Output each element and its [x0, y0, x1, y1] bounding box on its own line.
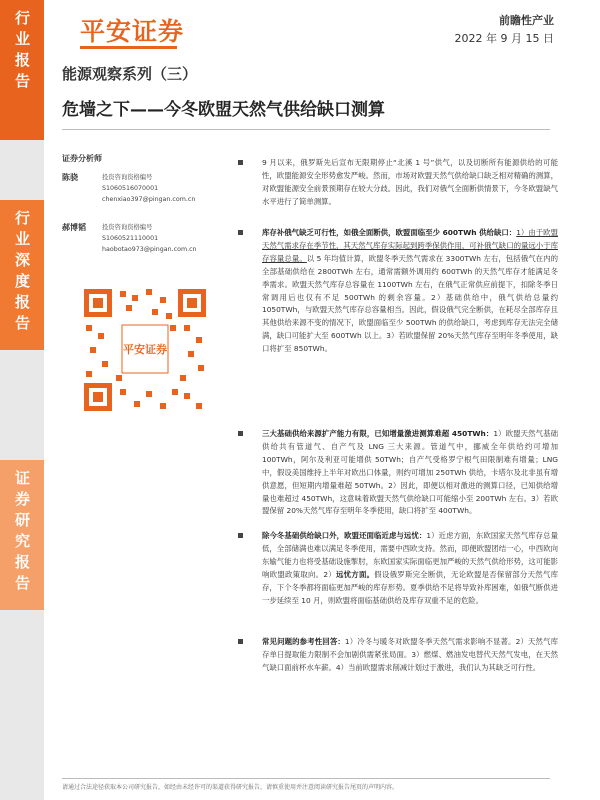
- analyst-email[interactable]: chenxiao397@pingan.com.cn: [102, 196, 196, 203]
- report-title: 危墙之下——今冬欧盟天然气供给缺口测算: [62, 100, 385, 120]
- bullet-body-continued: 假设俄罗斯完全断供，无论欧盟是否保留部分天然气库存，下个冬季都将面临更加严峻的库存形势。夏季供给不足将导致补库困难，如俄气断供进一步延续至 10 月，则欧盟将面临基础供给及库存双重不足的危险。: [262, 569, 558, 605]
- analyst-email[interactable]: haobotao973@pingan.com.cn: [102, 246, 197, 253]
- sidebar-tag-text: 行业深度报告: [13, 210, 31, 336]
- bullet-text: [262, 227, 558, 356]
- series-title: 能源观察系列（三）: [62, 65, 198, 83]
- analysts-heading: 证券分析师: [62, 154, 102, 163]
- qr-code[interactable]: [80, 285, 210, 415]
- analyst-name: 郝博韬: [62, 223, 86, 232]
- bullet-text: [262, 530, 558, 607]
- analyst-cert-number: S1060516070001: [102, 185, 159, 192]
- footer-disclaimer: 请通过合法途径获取本公司研究报告，如经由未经许可的渠道获得研究报告，请慎重使用并注意阅读研究报告尾页的声明内容。: [62, 784, 399, 791]
- footer-divider: [62, 778, 550, 779]
- qr-label: 平安证券: [123, 343, 167, 356]
- bullet-heading: 常见问题的参考性回答：: [262, 637, 345, 646]
- sidebar-tag-industry-report: [0, 0, 44, 140]
- bullet-body: 以 5 年均值计算，欧盟冬季天然气需求在 3300TWh 左右，包括俄气在内的全部基础供给在 2800TWh 左右，通常需额外调用约 600TWh 的天然气库存才能满足冬季需求。欧盟天然气库存总容量在 1100TWh 左右，在俄气正常供应前提下，扣除冬季日常调用后也仅有不足 500TWh 的剩余容量。2）基础供给中，俄气供给总量约 1050TWh，与欧盟天然气库存总容量相当。因此，假设俄气完全断供，在耗尽全部库存且其他供给来源不变的情况下，欧盟面临至少 500TWh 的供给缺口，考虑到库存无法完全储满，缺口可能扩大至 600TWh 以上。3）若欧盟保留 20%天然气库存至明年冬季使用，缺口将扩至 850TWh。: [262, 253, 558, 354]
- bullet-marker: [238, 533, 243, 538]
- bullet-subheading: 远忧方面。: [335, 569, 375, 579]
- bullet-heading: 除今冬基础供给缺口外，欧盟还面临近虑与远忧：: [262, 531, 427, 540]
- bullet-marker: [238, 160, 243, 165]
- analyst-cert-label: 投资咨询资格编号: [102, 174, 153, 181]
- analyst-name: 陈骁: [62, 173, 78, 182]
- analyst-info: [102, 222, 242, 255]
- bullet-marker: [238, 431, 243, 436]
- bullet-body: 1）近虑方面，东欧国家天然气库存总量低，全部储满也难以满足冬季使用，需要中西欧支持。然而，即便欧盟团结一心，中西欧向东输气能力也将受基础设施掣肘，东欧国家实际面临更加严峻的天然气供给形势，这可能影响欧盟政策取向。2）: [262, 531, 558, 579]
- sidebar-tag-text: 证券研究报告: [13, 470, 31, 596]
- report-date: 2022 年 9 月 15 日: [454, 32, 554, 45]
- industry-label: 前瞻性产业: [499, 14, 554, 27]
- analyst-cert-label: 投资咨询资格编号: [102, 224, 153, 231]
- bullet-text: [262, 157, 558, 209]
- bullet-body: 1）冷冬与暖冬对欧盟冬季天然气需求影响不显著。2）天然气库存单日提取能力限制不会加剧供需紧张局面。3）燃煤、燃油发电替代天然气发电，在天然气缺口面前杯水车薪。4）当前欧盟需求削减计划过于激进，我们认为其缺乏可行性。: [262, 637, 558, 672]
- bullet-body: 1）欧盟天然气基础供给共有管道气、自产气及 LNG 三大来源。管道气中，挪威全年供给约可增加 100TWh，阿尔及利亚可能增供 50TWh；自产气受格罗宁根气田限制难有增量；LNG 中，假设美国维持上半年对欧出口体量，则约可增加 250TWh 供给，卡塔尔及北非虽有增供意愿，但短期内增量难超 50TWh。2）因此，即便以相对激进的测算口径，已知供给增量也难超过 450TWh，这意味着欧盟天然气供给缺口可能缩小至 200TWh 左右。3）若欧盟保留 20%天然气库存至明年冬季使用，缺口将扩至 400TWh。: [262, 429, 558, 516]
- sidebar-tag-text: 行业报告: [13, 10, 31, 94]
- title-divider: [62, 129, 550, 130]
- bullet-heading: 库存补俄气缺乏可行性，如俄全面断供，欧盟面临至少 600TWh 供给缺口：: [262, 228, 517, 237]
- bullet-text: [262, 428, 558, 518]
- logo-underline: [80, 46, 177, 49]
- sidebar-tag-deep-report: [0, 200, 44, 350]
- bullet-text: [262, 636, 558, 675]
- brand-logo: 平安证券: [80, 17, 185, 46]
- bullet-underlined-text: 1）由于欧盟天然气需求存在季节性，其天然气库存实际起到跨季保供作用，可补俄气缺口的量远小于库存容量总量。: [262, 228, 558, 263]
- bullet-body: 9 月以来，俄罗斯先后宣布无限期停止“北溪 1 号”供气，以及切断所有能源供给的可能性，欧盟能源安全形势愈发严峻。然而，市场对欧盟天然气供给缺口缺乏相对精确的测算，对欧盟能源安全前景预期存在较大分歧。因此，我们对俄气全面断供情景下，今冬欧盟缺气水平进行了简单测算。: [262, 158, 558, 206]
- bullet-marker: [238, 230, 243, 235]
- analyst-info: [102, 172, 242, 205]
- bullet-heading: 三大基础供给来源扩产能力有限，已知增量激进测算难超 450TWh：: [262, 429, 494, 438]
- sidebar: [0, 0, 44, 800]
- analyst-cert-number: S1060521110001: [102, 235, 159, 242]
- sidebar-tag-research-report: [0, 460, 44, 610]
- bullet-marker: [238, 639, 243, 644]
